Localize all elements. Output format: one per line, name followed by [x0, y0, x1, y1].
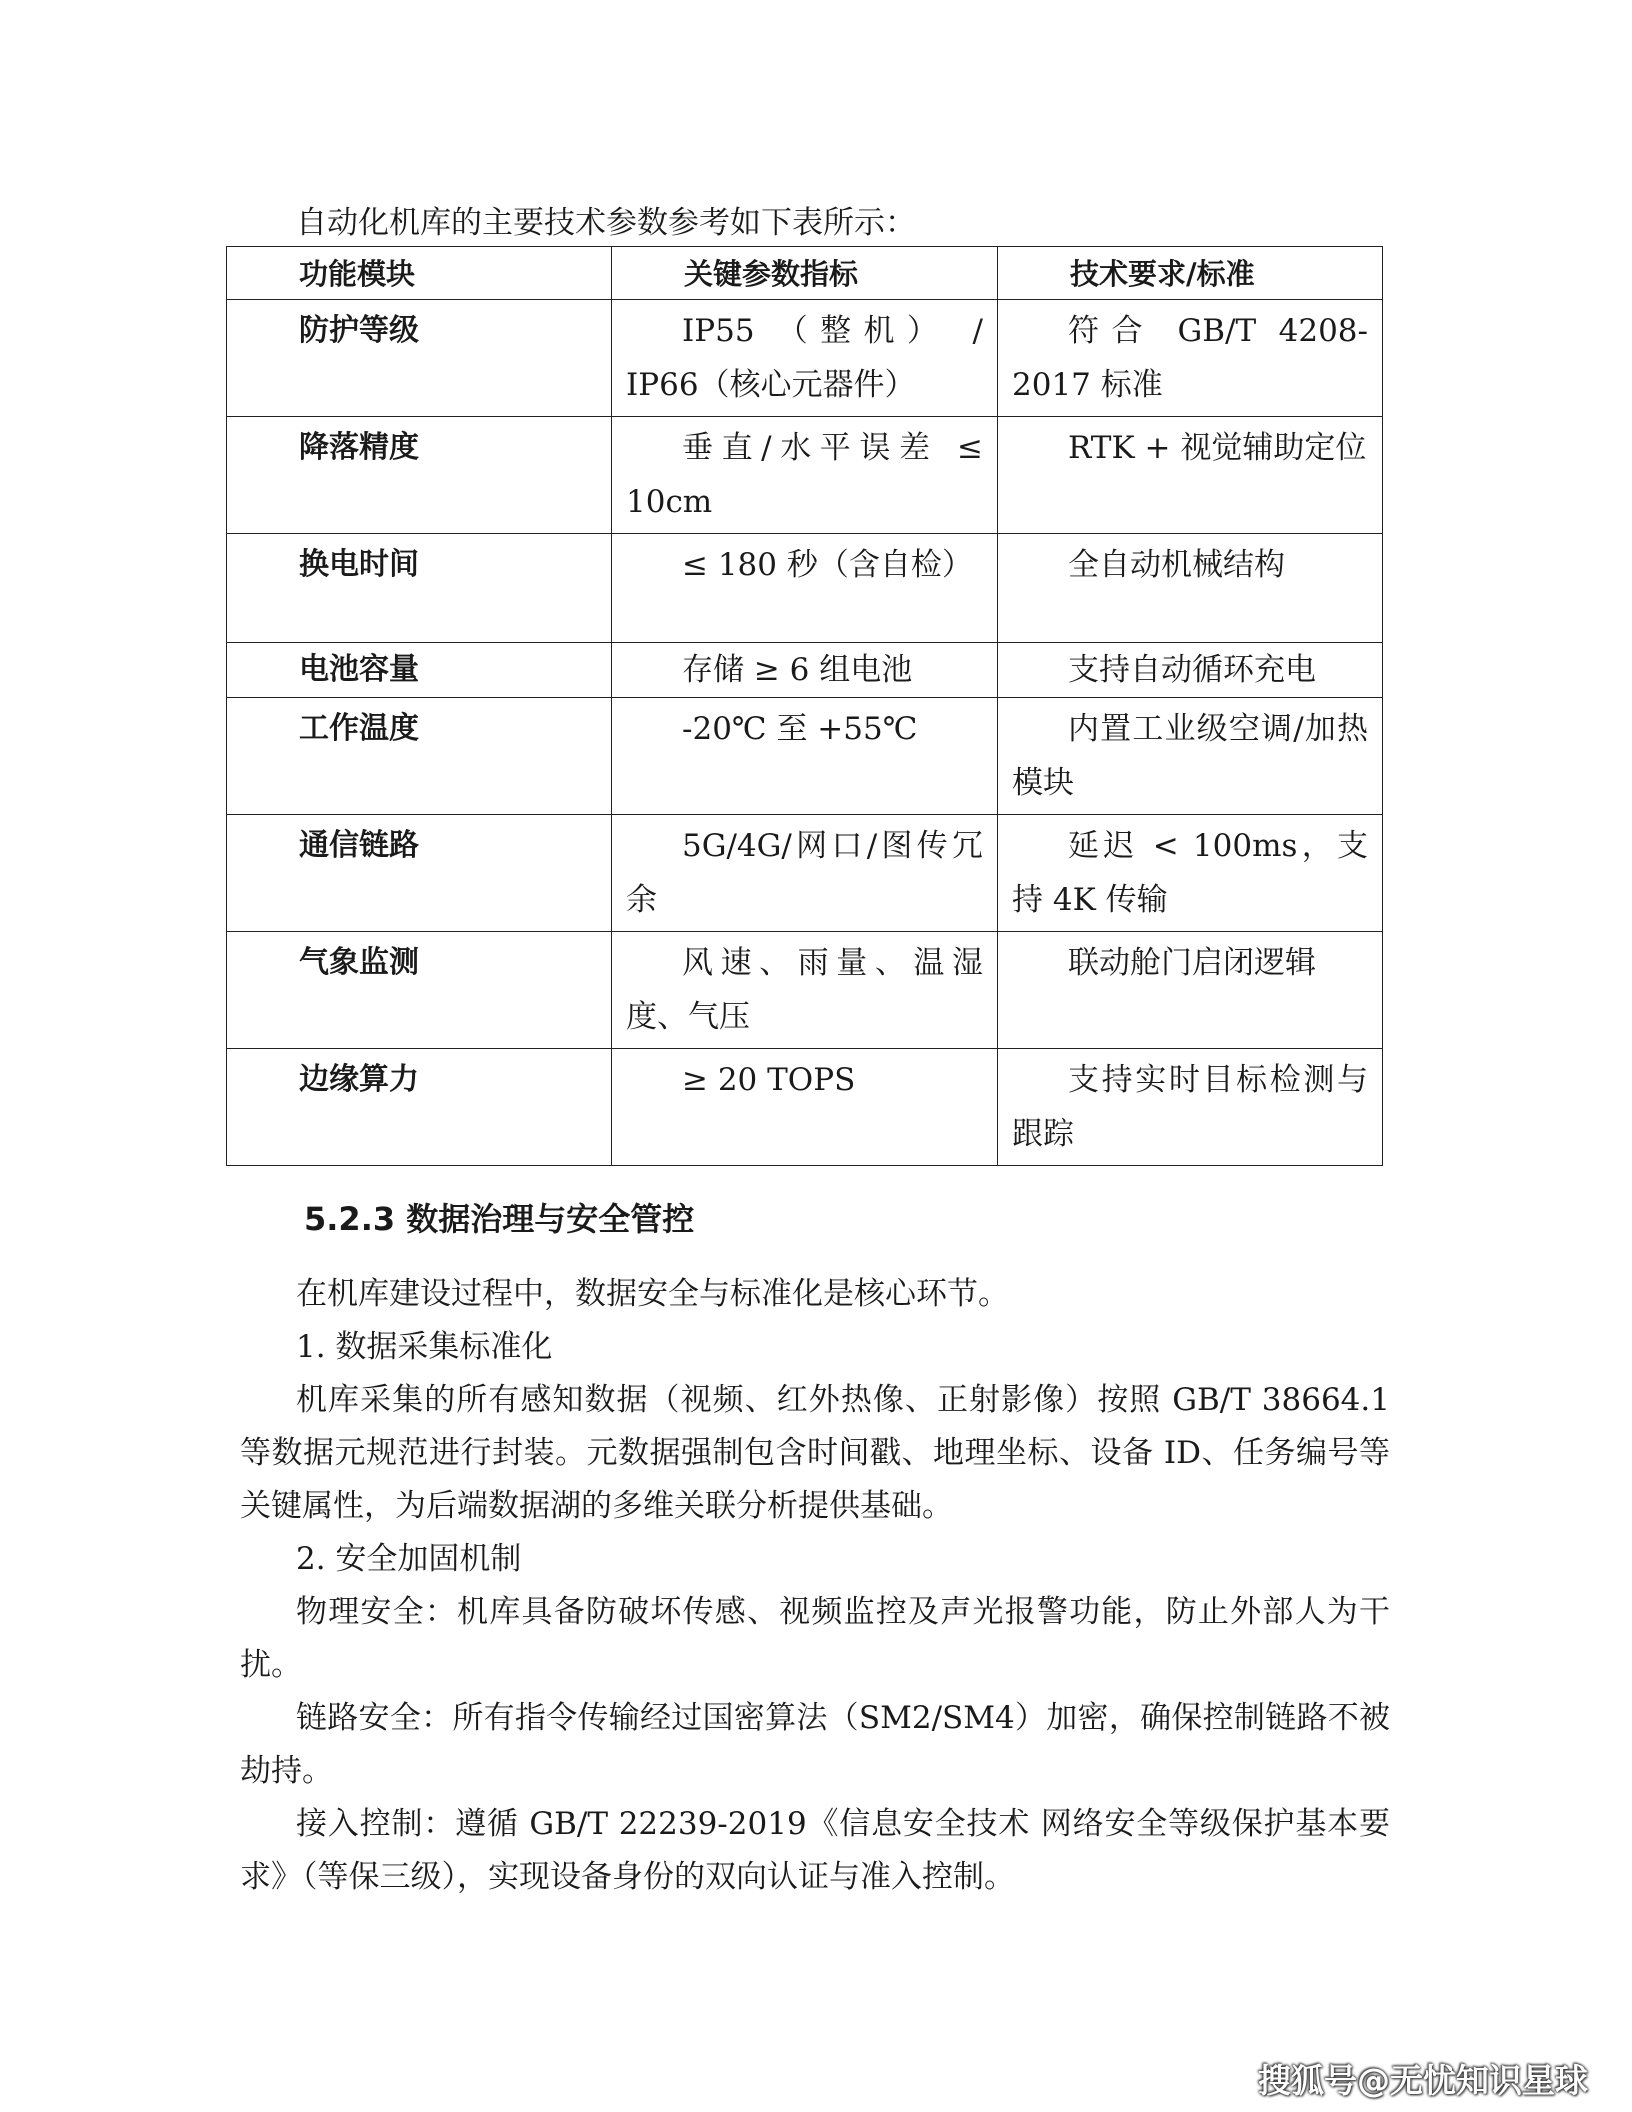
paragraph: 机库采集的所有感知数据（视频、红外热像、正射影像）按照 GB/T 38664.1 等数据元规范进行封装。元数据强制包含时间戳、地理坐标、设备 ID、任务编号等关键属性，为后端数据湖的多维关联分析提供基础。 [240, 1382, 1390, 1524]
paragraph: 物理安全：机库具备防破坏传感、视频监控及声光报警功能，防止外部人为干扰。 [240, 1594, 1390, 1683]
list-heading: 2. 安全加固机制 [296, 1541, 522, 1577]
param-cell: 5G/4G/网口/图传冗余 [612, 815, 998, 932]
requirement-cell: 内置工业级空调/加热模块 [998, 698, 1383, 815]
header-requirement: 技术要求/标准 [998, 247, 1383, 300]
table-header-row [227, 247, 1383, 300]
table-row [227, 643, 1383, 698]
module-cell: 工作温度 [227, 698, 612, 815]
table-row [227, 417, 1383, 534]
module-cell: 边缘算力 [227, 1049, 612, 1166]
param-cell: -20℃ 至 +55℃ [612, 698, 998, 815]
table-row [227, 534, 1383, 643]
section-title: 5.2.3 数据治理与安全管控 [304, 1200, 695, 1238]
table-intro: 自动化机库的主要技术参数参考如下表所示： [296, 205, 916, 241]
requirement-cell: 支持实时目标检测与跟踪 [998, 1049, 1383, 1166]
table-row [227, 300, 1383, 417]
param-cell: 存储 ≥ 6 组电池 [612, 643, 998, 698]
table-row [227, 815, 1383, 932]
param-cell: ≤ 180 秒（含自检） [612, 534, 998, 643]
param-cell: 风速、雨量、温湿度、气压 [612, 932, 998, 1049]
header-module: 功能模块 [227, 247, 612, 300]
header-param: 关键参数指标 [612, 247, 998, 300]
requirement-cell: RTK + 视觉辅助定位 [998, 417, 1383, 534]
watermark: 搜狐号@无忧知识星球 [1258, 2061, 1588, 2100]
paragraph: 在机库建设过程中，数据安全与标准化是核心环节。 [296, 1276, 1009, 1312]
param-cell: ≥ 20 TOPS [612, 1049, 998, 1166]
requirement-cell: 联动舱门启闭逻辑 [998, 932, 1383, 1049]
requirement-cell: 延迟 < 100ms，支持 4K 传输 [998, 815, 1383, 932]
param-cell: 垂直/水平误差 ≤ 10cm [612, 417, 998, 534]
module-cell: 换电时间 [227, 534, 612, 643]
module-cell: 电池容量 [227, 643, 612, 698]
module-cell: 降落精度 [227, 417, 612, 534]
parameters-table [226, 246, 1383, 1166]
module-cell: 通信链路 [227, 815, 612, 932]
table-row [227, 698, 1383, 815]
list-heading: 1. 数据采集标准化 [296, 1329, 553, 1365]
requirement-cell: 符合 GB/T 4208-2017 标准 [998, 300, 1383, 417]
module-cell: 气象监测 [227, 932, 612, 1049]
table-row [227, 932, 1383, 1049]
param-cell: IP55 （整机） / IP66（核心元器件） [612, 300, 998, 417]
paragraph: 接入控制：遵循 GB/T 22239-2019《信息安全技术 网络安全等级保护基本要求》（等保三级），实现设备身份的双向认证与准入控制。 [240, 1806, 1390, 1895]
requirement-cell: 全自动机械结构 [998, 534, 1383, 643]
table-row [227, 1049, 1383, 1166]
requirement-cell: 支持自动循环充电 [998, 643, 1383, 698]
paragraph: 链路安全：所有指令传输经过国密算法（SM2/SM4）加密，确保控制链路不被劫持。 [240, 1700, 1390, 1789]
module-cell: 防护等级 [227, 300, 612, 417]
body-text [240, 1268, 1390, 1904]
